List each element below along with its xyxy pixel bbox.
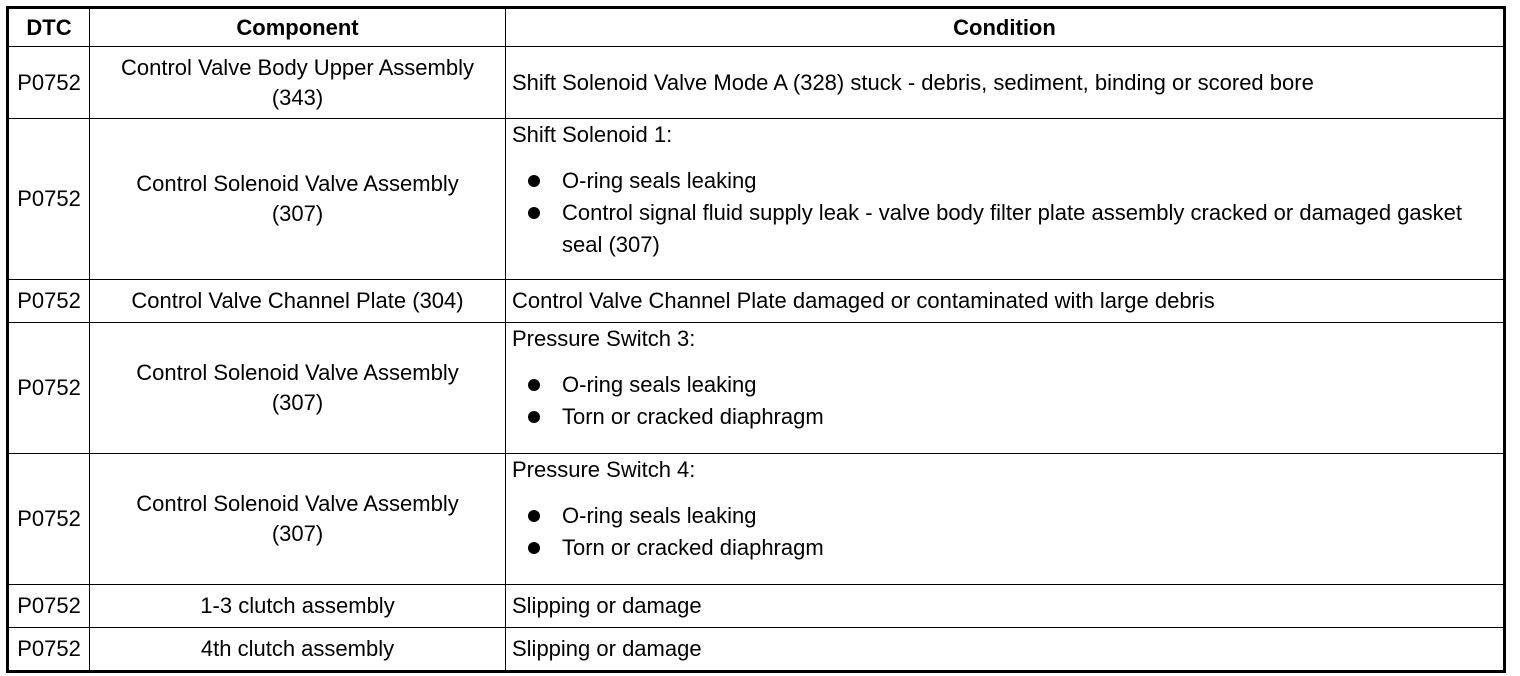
list-item-text: Control signal fluid supply leak - valve body filter plate assembly cracked or damaged gasket seal (307) — [562, 200, 1463, 257]
list-item — [528, 197, 1497, 261]
list-item — [528, 401, 1497, 433]
list-item-text: O-ring seals leaking — [562, 372, 757, 397]
condition-list — [512, 165, 1497, 261]
list-item — [528, 369, 1497, 401]
condition-cell: Slipping or damage — [506, 585, 1505, 628]
condition-cell: Shift Solenoid Valve Mode A (328) stuck - debris, sediment, binding or scored bore — [506, 47, 1505, 119]
component-column-header: Component — [90, 8, 506, 47]
condition-list — [512, 500, 1497, 564]
condition-intro: Pressure Switch 4: — [512, 457, 696, 482]
condition-cell — [506, 454, 1505, 585]
dtc-cell: P0752 — [8, 119, 90, 280]
component-cell — [90, 323, 506, 454]
bullet-icon — [528, 411, 540, 423]
bullet-icon — [528, 379, 540, 391]
table-row — [8, 280, 1505, 323]
component-cell — [90, 47, 506, 119]
table-row — [8, 628, 1505, 672]
condition-cell: Slipping or damage — [506, 628, 1505, 672]
component-line: Control Solenoid Valve Assembly — [136, 491, 459, 516]
header-row — [8, 8, 1505, 47]
condition-intro: Pressure Switch 3: — [512, 326, 696, 351]
component-line: Control Solenoid Valve Assembly — [136, 360, 459, 385]
dtc-table — [6, 6, 1506, 673]
component-cell — [90, 280, 506, 323]
component-line: 1-3 clutch assembly — [200, 593, 395, 618]
dtc-cell: P0752 — [8, 280, 90, 323]
condition-intro: Shift Solenoid 1: — [512, 122, 673, 147]
condition-list — [512, 369, 1497, 433]
condition-cell — [506, 323, 1505, 454]
list-item — [528, 165, 1497, 197]
list-item-text: O-ring seals leaking — [562, 168, 757, 193]
component-line: (307) — [271, 521, 324, 546]
bullet-icon — [528, 542, 540, 554]
table-row — [8, 119, 1505, 280]
dtc-column-header: DTC — [8, 8, 90, 47]
condition-column-header: Condition — [506, 8, 1505, 47]
table-row — [8, 454, 1505, 585]
component-line: (307) — [271, 201, 324, 226]
bullet-icon — [528, 510, 540, 522]
component-line: Control Solenoid Valve Assembly — [136, 171, 459, 196]
dtc-cell: P0752 — [8, 585, 90, 628]
list-item — [528, 532, 1497, 564]
table-row — [8, 585, 1505, 628]
list-item-text: Torn or cracked diaphragm — [562, 404, 824, 429]
bullet-icon — [528, 207, 540, 219]
component-line: (307) — [271, 390, 324, 415]
dtc-cell: P0752 — [8, 628, 90, 672]
component-line: Control Valve Channel Plate (304) — [131, 288, 464, 313]
dtc-cell: P0752 — [8, 454, 90, 585]
list-item-text: O-ring seals leaking — [562, 503, 757, 528]
condition-cell: Control Valve Channel Plate damaged or contaminated with large debris — [506, 280, 1505, 323]
component-cell — [90, 119, 506, 280]
list-item — [528, 500, 1497, 532]
component-cell — [90, 454, 506, 585]
list-item-text: Torn or cracked diaphragm — [562, 535, 824, 560]
component-line: 4th clutch assembly — [200, 636, 395, 661]
bullet-icon — [528, 175, 540, 187]
component-cell — [90, 585, 506, 628]
dtc-cell: P0752 — [8, 323, 90, 454]
dtc-cell: P0752 — [8, 47, 90, 119]
table-row — [8, 47, 1505, 119]
component-cell — [90, 628, 506, 672]
table-row — [8, 323, 1505, 454]
component-line: Control Valve Body Upper Assembly — [121, 54, 474, 80]
component-line: (343) — [271, 84, 324, 110]
condition-cell — [506, 119, 1505, 280]
